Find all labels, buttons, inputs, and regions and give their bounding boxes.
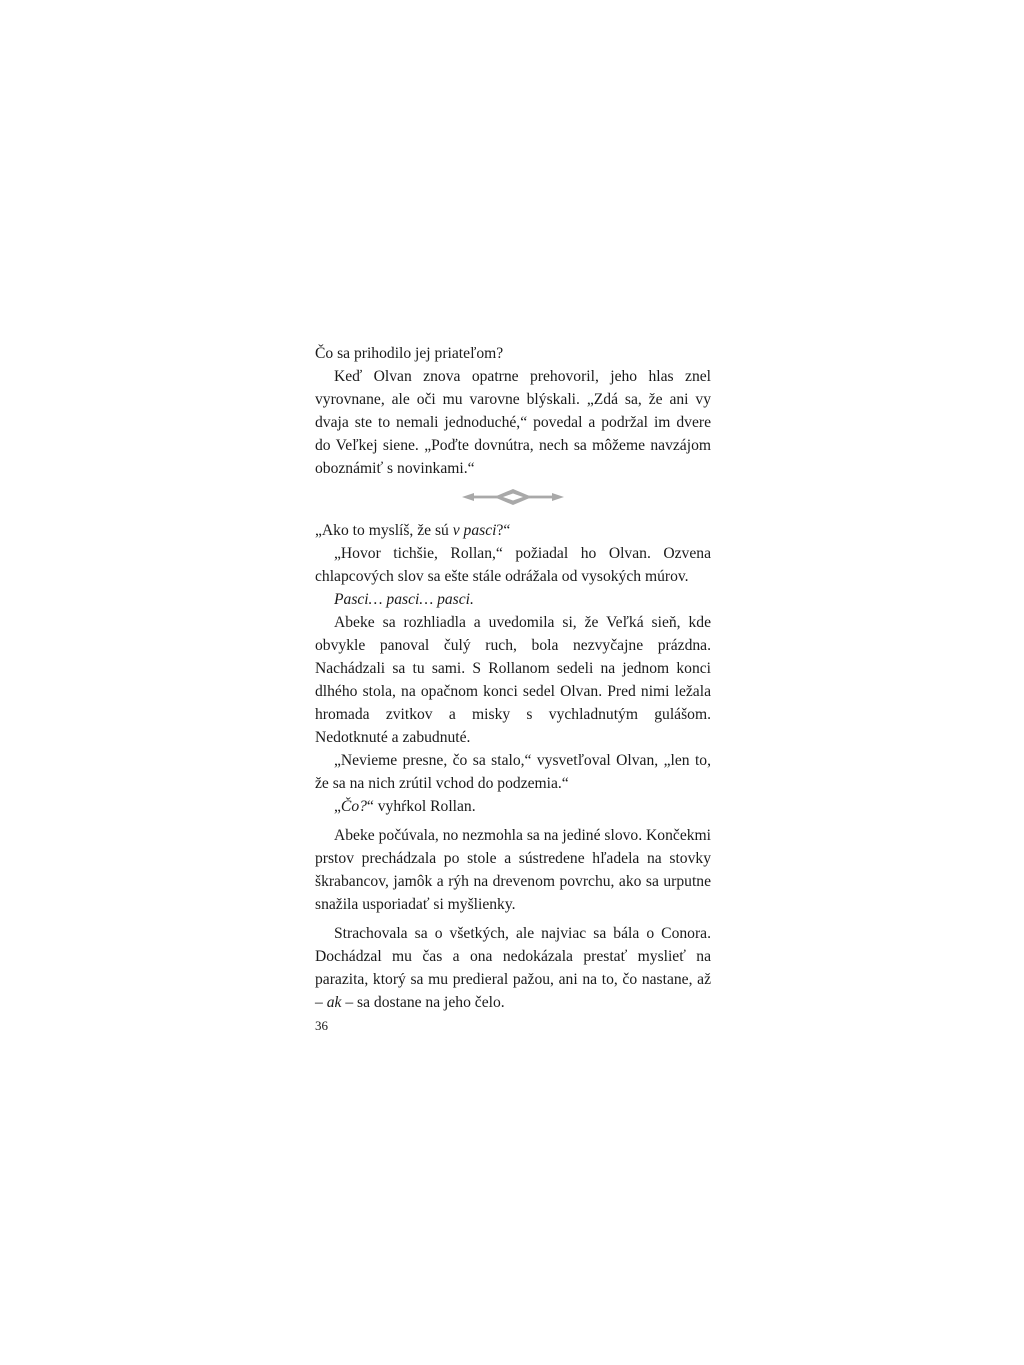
paragraph [315, 519, 711, 542]
italic-run: Čo? [340, 798, 367, 815]
section-two [315, 519, 711, 1014]
text-run: „ [334, 798, 341, 815]
paragraph: „Hovor tichšie, Rollan,“ požiadal ho Olvan. Ozvena chlapcových slov sa ešte stále odrážala od vysokých múrov. [315, 545, 711, 585]
text-run: – sa dostane na jeho čelo. [341, 994, 505, 1011]
section-one [315, 342, 711, 480]
scene-break-ornament-icon [462, 487, 564, 507]
paragraph: Abeke počúvala, no nezmohla sa na jediné slovo. Končekmi prstov prechádzala po stole a sústredene hľadela na stovky škrabancov, jamôk a rýh na drevenom povrchu, ako sa urputne snažila usporiadať si myšlienky. [315, 827, 711, 913]
text-run: „Ako to myslíš, že sú [315, 522, 453, 539]
paragraph [315, 588, 711, 611]
page-number: 36 [315, 1018, 328, 1033]
text-run: až – [315, 971, 711, 1011]
paragraph [315, 795, 711, 818]
paragraph: „Nevieme presne, čo sa stalo,“ vysvetľoval Olvan, „len to, že sa na nich zrútil vchod do podzemia.“ [315, 752, 711, 792]
paragraph: Čo sa prihodilo jej priateľom? [315, 345, 504, 362]
paragraph: Keď Olvan znova opatrne prehovoril, jeho hlas znel vyrovnane, ale oči mu varovne blýskali. „Zdá sa, že ani vy dvaja ste to nemali jednoduché,“ povedal a podržal im dvere do Veľkej siene. „Poďte dovnútra, nech sa môžeme navzájom oboznámiť s novinkami.“ [315, 368, 711, 477]
text-run: Strachovala sa o všetkých, ale najviac sa bála o Conora. Dochádzal mu čas a ona nedokázala prestať myslieť na parazita, ktorý sa mu predieral pažou, ani na to, čo nastane, [315, 925, 711, 988]
paragraph: Abeke sa rozhliadla a uvedomila si, že Veľká sieň, kde obvykle panoval čulý ruch, bola nezvyčajne prázdna. Nachádzali sa tu sami. S Rollanom sedeli na jednom konci dlhého stola, na opačnom konci sedel Olvan. Pred nimi ležala hromada zvitkov a misky s vychladnutým gulášom. Nedotknuté a zabudnuté. [315, 614, 711, 746]
text-run: ?“ [496, 522, 511, 539]
text-run: “ vyhŕkol Rollan. [366, 798, 476, 815]
paragraph [315, 922, 711, 1014]
italic-run: ak [326, 994, 342, 1011]
italic-run: v pasci [452, 522, 497, 539]
italic-run: Pasci… pasci… pasci. [334, 591, 474, 608]
